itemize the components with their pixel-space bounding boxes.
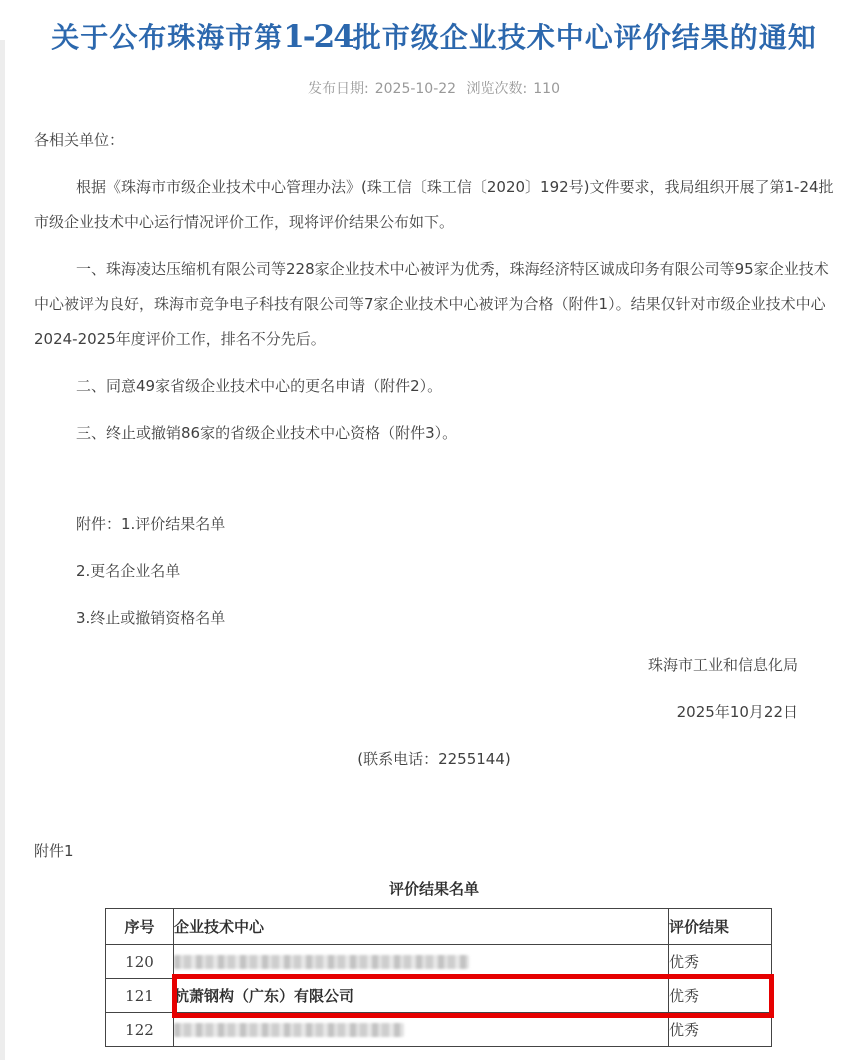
attachment-list-item-3: 3.终止或撤销资格名单 (76, 609, 226, 627)
title-batch-range: 1-24 (283, 19, 353, 55)
contact-phone: (联系电话：2255144) (357, 750, 511, 768)
paragraph-item-1: 一、珠海凌达压缩机有限公司等228家企业技术中心被评为优秀，珠海经济特区诚成印务有限公司等95家企业技术中心被评为良好，珠海市竞争电子科技有限公司等7家企业技术中心被评为合格（附件1）。结果仅针对市级企业技术中心2024-2025年度评价工作，排名不分先后。 (34, 260, 829, 348)
redacted-company-name (174, 1023, 404, 1037)
page-edge-strip (0, 40, 5, 1060)
paragraph-item-3: 三、终止或撤销86家的省级企业技术中心资格（附件3）。 (76, 424, 458, 442)
page-title (0, 0, 868, 55)
signature-date: 2025年10月22日 (676, 703, 798, 721)
result-table-wrap (105, 908, 775, 1047)
publish-meta (0, 79, 868, 99)
attachment-list-item-1: 附件：1.评价结果名单 (76, 515, 226, 533)
company-cell: 杭萧钢构（广东）有限公司 (174, 979, 669, 1013)
result-cell: 优秀 (669, 945, 772, 979)
row-number: 122 (106, 1013, 174, 1047)
row-number: 121 (106, 979, 174, 1013)
column-header-result: 评价结果 (669, 909, 772, 945)
row-number: 120 (106, 945, 174, 979)
table-row-highlighted (106, 979, 772, 1013)
column-header-no: 序号 (106, 909, 174, 945)
publish-date-label: 发布日期: (308, 81, 369, 97)
result-table-title: 评价结果名单 (388, 880, 479, 898)
table-row (106, 945, 772, 979)
title-prefix: 关于公布珠海市第 (51, 21, 284, 54)
result-cell: 优秀 (669, 979, 772, 1013)
paragraph-basis: 根据《珠海市市级企业技术中心管理办法》(珠工信〔珠工信〔2020〕192号)文件要求，我局组织开展了第1-24批市级企业技术中心运行情况评价工作，现将评价结果公布如下。 (34, 178, 834, 231)
company-cell (174, 1013, 669, 1047)
publish-date-value: 2025-10-22 (374, 81, 457, 97)
company-cell (174, 945, 669, 979)
views-value: 110 (533, 81, 560, 97)
redacted-company-name (174, 955, 469, 969)
notice-body (0, 123, 868, 1047)
salutation: 各相关单位： (34, 131, 125, 149)
table-header-row (106, 909, 772, 945)
table-row (106, 1013, 772, 1047)
result-cell: 优秀 (669, 1013, 772, 1047)
attachment-list-item-2: 2.更名企业名单 (76, 562, 181, 580)
column-header-center: 企业技术中心 (174, 909, 669, 945)
paragraph-item-2: 二、同意49家省级企业技术中心的更名申请（附件2）。 (76, 377, 443, 395)
title-suffix: 批市级企业技术中心评价结果的通知 (352, 21, 817, 54)
attachment1-label: 附件1 (34, 842, 74, 860)
views-label: 浏览次数: (466, 81, 528, 97)
evaluation-result-table (105, 908, 772, 1047)
signature-agency: 珠海市工业和信息化局 (647, 656, 798, 674)
